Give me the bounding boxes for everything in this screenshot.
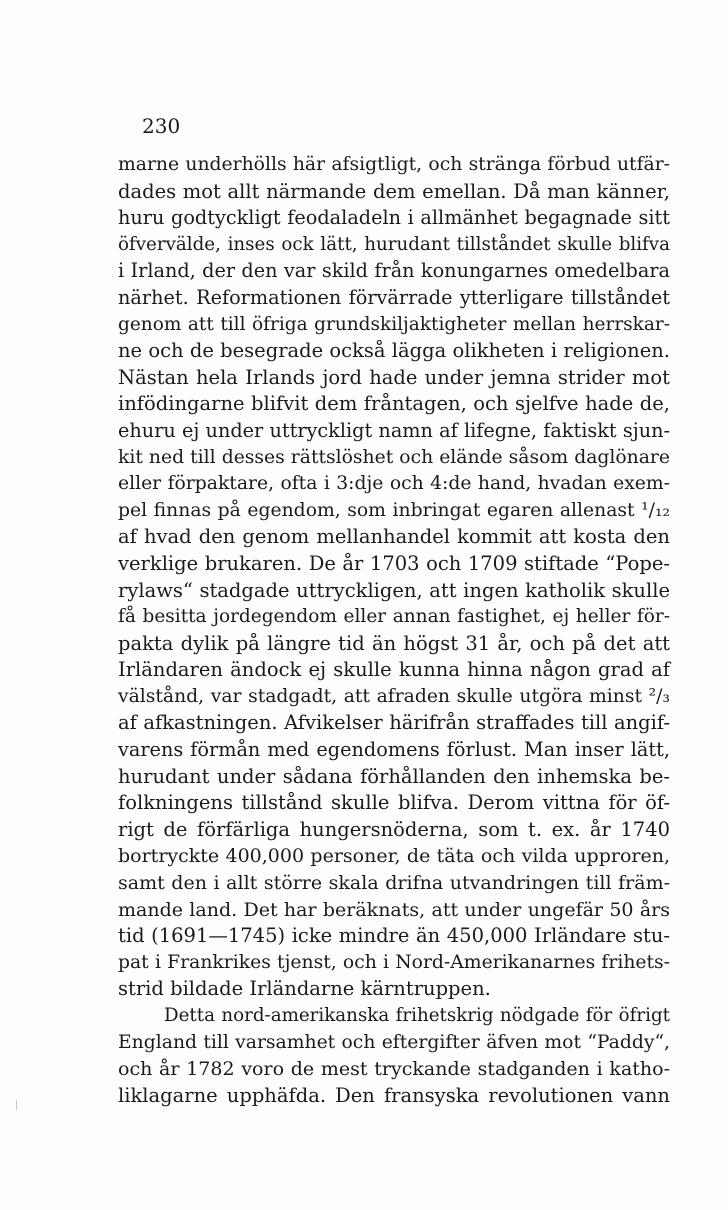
text-line: och år 1782 voro de mest tryckande stadganden i katho- [118,1058,670,1081]
text-line: eller förpaktare, ofta i 3:dje och 4:de hand, hvadan exem- [118,473,670,495]
text-line: kit ned till desses rättslöshet och elände såsom daglönare [118,446,670,468]
text-line: bortryckte 400,000 personer, de täta och vilda upproren, [118,845,670,868]
text-line: välstånd, var stadgadt, att afraden skulle utgöra minst ²/₃ [118,685,670,707]
text-line: pat i Frankrikes tjenst, och i Nord-Amerikanarnes frihets- [118,951,670,973]
text-line: Nästan hela Irlands jord hade under jemna strider mot [118,365,670,389]
text-line: genom att till öfriga grundskiljaktigheter mellan herrskar- [118,313,670,335]
text-line: varens förmån med egendomens förlust. Man inser lätt, [118,738,670,762]
text-line: ne och de besegrade också lägga olikheten i religionen. [118,339,670,363]
text-line: i Irland, der den var skild från konungarnes omedelbara [118,259,670,283]
text-line: pakta dylik på längre tid än högst 31 år, och på det att [118,631,670,655]
text-line: af hvad den genom mellanhandel kommit att kosta den [118,525,670,549]
text-line: rylaws“ stadgade uttryckligen, att ingen katholik skulle [118,578,670,602]
text-line: mande land. Det har beräknats, att under ungefär 50 års [118,898,670,921]
page-number: 230 [142,114,181,138]
text-line: folkningens tillstånd skulle blifva. Derom vittna för öf- [118,791,670,815]
text-line: verklige brukaren. De år 1703 och 1709 stiftade “Pope- [118,551,670,575]
paragraph-1 [118,152,670,1003]
body-text [118,152,670,1109]
text-line: få besitta jordegendom eller annan fastighet, ej heller för- [118,606,670,628]
text-line: Irländaren ändock ej skulle kunna hinna någon grad af [118,658,670,682]
text-line: infödingarne blifvit dem fråntagen, och sjelfve hade de, [118,392,670,416]
text-line: England till varsamhet och eftergifter äfven mot “Paddy“, [118,1031,670,1053]
text-line: marne underhölls här afsigtligt, och stränga förbud utfär- [118,154,670,175]
text-line: närhet. Reformationen förvärrade ytterligare tillståndet [118,285,670,309]
text-line: rigt de förfärliga hungersnöderna, som t. ex. år 1740 [118,817,670,841]
text-line: hurudant under sådana förhållanden den inhemska be- [118,764,670,788]
text-line: samt den i allt större skala drifna utvandringen till främ- [118,872,670,895]
text-line: dades mot allt närmande dem emellan. Då man känner, [118,179,670,203]
text-line: tid (1691—1745) icke mindre än 450,000 Irländare stu- [118,924,670,948]
paragraph-2 [118,1003,670,1109]
paper-speck [16,1100,17,1110]
text-line: strid bildade Irländarne kärntruppen. [118,977,491,1001]
text-line: liklagarne upphäfda. Den fransyska revolutionen vann [118,1083,670,1107]
text-line: pel finnas på egendom, som inbringat egaren allenast ¹/₁₂ [118,499,670,521]
text-line: ehuru ej under uttryckligt namn af lifegne, faktiskt sjun- [118,418,670,442]
text-line: huru godtyckligt feodaladeln i allmänhet begagnade sitt [118,206,670,230]
text-line: af afkastningen. Afvikelser härifrån straffades till angif- [118,711,670,735]
text-line: öfvervälde, inses ock lätt, hurudant tillståndet skulle blifva [118,233,670,255]
text-line: Detta nord-amerikanska frihetskrig nödgade för öfrigt [164,1005,670,1026]
